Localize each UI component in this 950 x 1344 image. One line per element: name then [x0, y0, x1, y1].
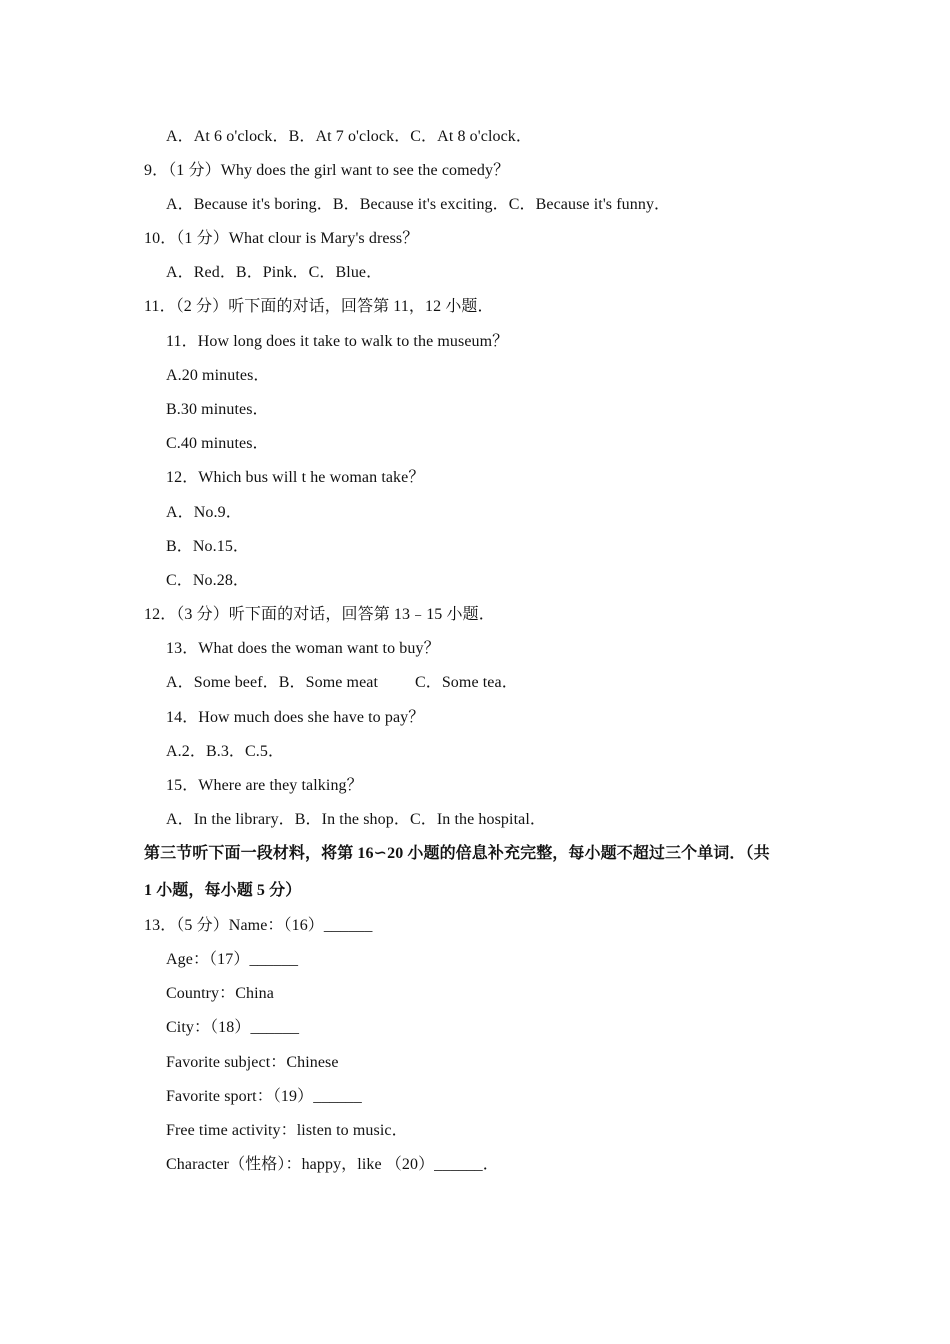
q15-options: A．In the library．B．In the shop．C．In the hospital． — [166, 811, 546, 828]
q11-instruction: 11．（2 分）听下面的对话，回答第 11，12 小题． — [144, 298, 494, 315]
q12-option-a: A．No.9． — [166, 504, 242, 521]
q9-question: 9．（1 分）Why does the girl want to see the comedy？ — [144, 162, 510, 179]
q11-sub-question: 11．How long does it take to walk to the museum？ — [166, 333, 509, 350]
section-heading-cont: 1 小题，每小题 5 分） — [144, 882, 302, 899]
q11-option-a: A.20 minutes． — [166, 367, 270, 384]
q13-name-blank: 13．（5 分）Name：（16）______ — [144, 917, 373, 934]
free-time-line: Free time activity：listen to music． — [166, 1122, 408, 1139]
q13-options: A．Some beef．B．Some meat C．Some tea． — [166, 674, 518, 691]
age-blank: Age：（17）______ — [166, 951, 299, 968]
q11-option-b: B.30 minutes． — [166, 401, 269, 418]
section-heading: 第三节听下面一段材料，将第 16∽20 小题的倍息补充完整，每小题不超过三个单词．（共 — [144, 845, 770, 862]
favorite-subject-line: Favorite subject：Chinese — [166, 1054, 339, 1071]
q10-question: 10．（1 分）What clour is Mary's dress？ — [144, 230, 419, 247]
q12-sub-question: 12．Which bus will t he woman take？ — [166, 469, 425, 486]
q14-sub-question: 14．How much does she have to pay？ — [166, 709, 425, 726]
favorite-sport-blank: Favorite sport：（19）______ — [166, 1088, 362, 1105]
q12-instruction: 12．（3 分）听下面的对话，回答第 13﹣15 小题． — [144, 606, 495, 623]
q12-option-b: B．No.15． — [166, 538, 250, 555]
q14-options: A.2．B.3．C.5． — [166, 743, 285, 760]
q11-option-c: C.40 minutes． — [166, 435, 269, 452]
q8-options: A．At 6 o'clock．B．At 7 o'clock．C．At 8 o'clock． — [166, 128, 532, 145]
country-line: Country：China — [166, 985, 274, 1002]
q12-option-c: C．No.28． — [166, 572, 250, 589]
q9-options: A．Because it's boring．B．Because it's exciting．C．Because it's funny． — [166, 196, 671, 213]
character-blank: Character（性格）：happy，like （20）______． — [166, 1156, 499, 1173]
city-blank: City：（18）______ — [166, 1019, 300, 1036]
q10-options: A．Red．B．Pink．C．Blue． — [166, 264, 383, 281]
q15-sub-question: 15．Where are they talking？ — [166, 777, 363, 794]
q13-sub-question: 13．What does the woman want to buy？ — [166, 640, 440, 657]
